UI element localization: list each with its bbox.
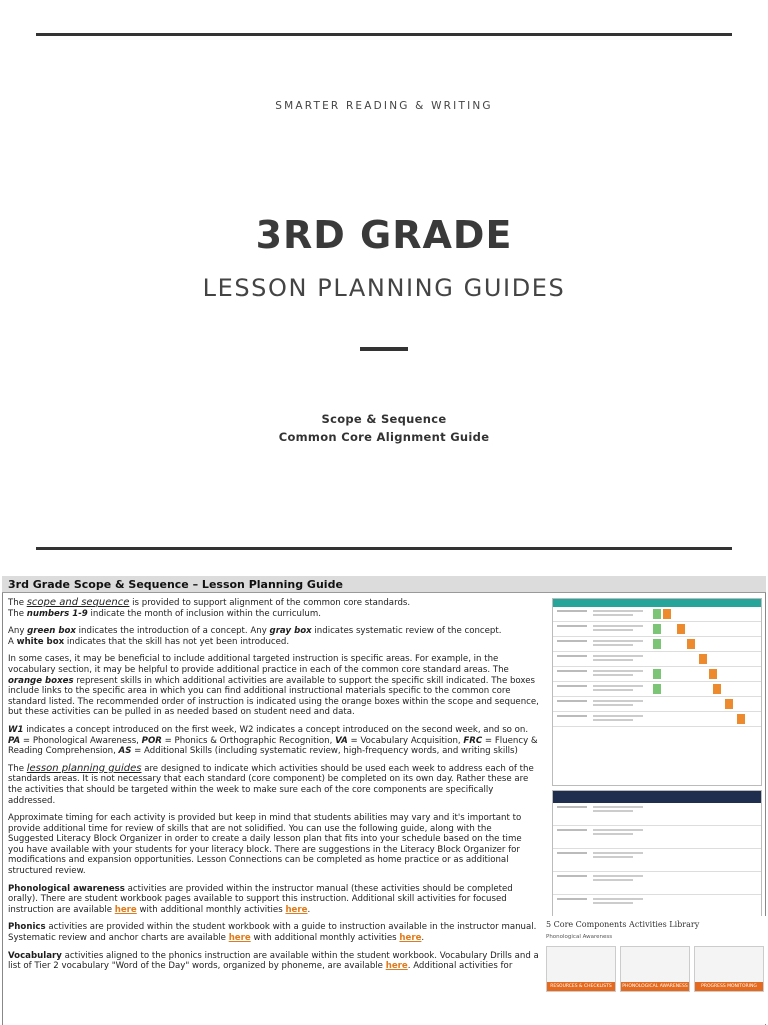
bottom-rule xyxy=(36,547,732,550)
top-rule xyxy=(36,33,732,36)
phonics-here-link[interactable]: here xyxy=(228,933,251,944)
phonological-here-link[interactable]: here xyxy=(114,904,137,915)
guide-page xyxy=(0,574,768,1024)
paragraph-boxes: Any green box indicates the introduction of a concept. Any gray box indicates systematic review of the concept. A white box indicates that the skill has not yet been introduced. xyxy=(8,626,502,647)
paragraph-abbreviations: W1 indicates a concept introduced on the first week, W2 indicates a concept introduced on the second week, and so on. PA = Phonological Awareness, POR = Phonics & Orthographic Recognition, VA = Vocabulary Acquisition, FRC = Fluency & Reading Comprehension, AS = Additional Skills (including systematic review, high-frequency words, and writing skills) xyxy=(8,724,538,757)
brand-name: SMARTER READING & WRITING xyxy=(275,100,493,112)
guide-header-band xyxy=(2,576,766,593)
lesson-planning-guides-link[interactable]: lesson planning guides xyxy=(26,762,142,774)
activities-library-thumbnail xyxy=(544,916,766,1024)
scope-sequence-link[interactable]: scope and sequence xyxy=(26,597,130,608)
library-title: 5 Core Components Activities Library xyxy=(546,920,700,929)
paragraph-scope: The scope and sequence is provided to support alignment of the common core standards. The numbers 1-9 indicate the month of inclusion within the curriculum. xyxy=(8,597,411,619)
cover-line-alignment: Common Core Alignment Guide xyxy=(278,430,490,444)
divider-dash xyxy=(360,347,408,351)
guide-text xyxy=(8,598,540,979)
guide-header: 3rd Grade Scope & Sequence – Lesson Planning Guide xyxy=(8,578,343,591)
paragraph-timing: Approximate timing for each activity is provided but keep in mind that students abilities may vary and it's important to provide additional time for review of skills that are not solidified. You can use the following guide, along with the Suggested Literacy Block Organizer in order to create a daily lesson plan that fits into your schedule based on the time you have available with your students for your literacy block. There are suggestions in the Literacy Block Organizer for modifications and expansion opportunities. Lesson Connections can be completed as home practice or as additional structured review. xyxy=(8,813,522,877)
resources-card[interactable]: RESOURCES & CHECKLISTS xyxy=(546,946,616,992)
paragraph-orange: In some cases, it may be beneficial to include additional targeted instruction is specific areas. For example, in the vocabulary section, it may be helpful to provide additional practice in each of the common core standard areas. The orange boxes represent skills in which additional activities are available to support the specific skill indicated. The boxes include links to the specific area in which you can find additional instructional materials specific to the common core standard listed. The recommended order of instruction is indicated using the orange boxes within the scope and sequence, but these activities can be pulled in as needed based on student need and data. xyxy=(8,654,539,718)
library-subtitle: Phonological Awareness xyxy=(546,934,613,940)
cover-subtitle: LESSON PLANNING GUIDES xyxy=(202,274,566,302)
paragraph-phonological: Phonological awareness activities are provided within the instructor manual (these activities should be completed orally). There are student workbook pages available to support this instruction. Additional skill activities for focused instruction are available here with additional monthly activities here. xyxy=(8,883,513,915)
paragraph-phonics: Phonics activities are provided within the student workbook with a guide to instruction available in the instructor manual. Systematic review and anchor charts are available here with additional monthly activities here. xyxy=(8,922,537,944)
phonological-monthly-link[interactable]: here xyxy=(285,904,308,915)
manipulatives-card[interactable]: PHONOLOGICAL AWARENESS MANIPULATIVES xyxy=(620,946,690,992)
scope-sequence-thumbnail xyxy=(552,598,762,786)
phonics-monthly-link[interactable]: here xyxy=(399,933,422,944)
paragraph-vocabulary: Vocabulary activities aligned to the phonics instruction are available within the student workbook. Vocabulary Drills and a list of Tier 2 vocabulary "Word of the Day" words, organized by phoneme, are available here. Additional activities for xyxy=(8,950,539,972)
paragraph-planning: The lesson planning guides are designed to indicate which activities should be used each week to address each of the standards areas. It is not necessary that each standard (core component) be completed on its own day. Rather these are the activities that should be targeted within the week to make sure each of the core components are specifically addressed. xyxy=(8,762,534,806)
progress-card[interactable]: PROGRESS MONITORING xyxy=(694,946,764,992)
cover-title: 3RD GRADE xyxy=(255,213,513,257)
cover-line-scope: Scope & Sequence xyxy=(321,412,447,426)
vocabulary-here-link[interactable]: here xyxy=(385,961,408,972)
